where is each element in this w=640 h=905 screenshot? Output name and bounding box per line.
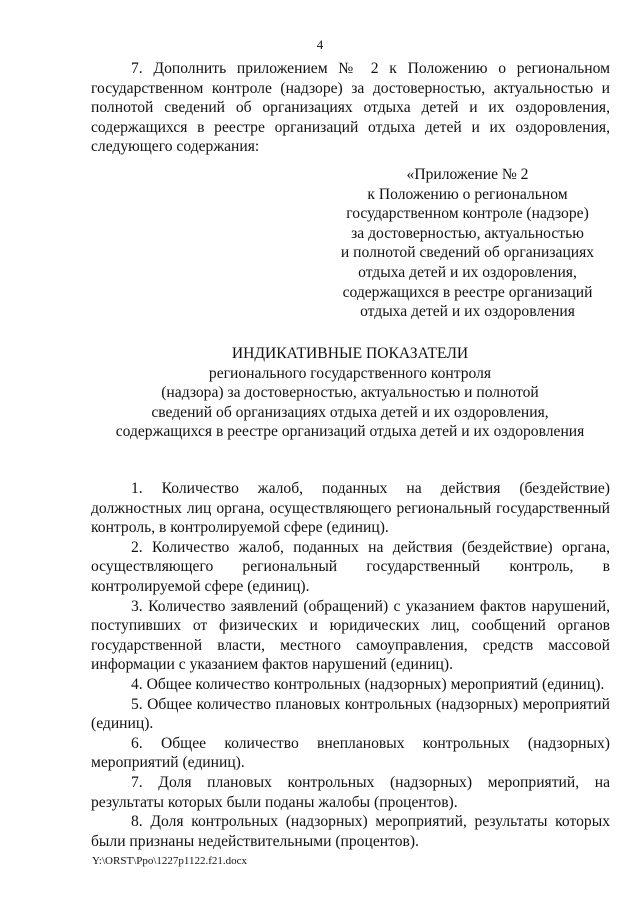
appendix-line: за достоверностью, актуальностью [351,224,584,242]
indicator-item: 3. Количество заявлений (обращений) с указанием фактов нарушений, поступивших от физических и юридических лиц, сообщений органов государственной власти, местного самоуправления, средств массовой информации с указанием фактов нарушений (единиц). [91,597,610,674]
indicator-item: 2. Количество жалоб, поданных на действия (бездействие) органа, осуществляющего региональный государственный контроль, в контролируемой сфере (единиц). [91,538,610,595]
indicator-item: 1. Количество жалоб, поданных на действия (бездействие) должностных лиц органа, осуществляющего региональный государственный контроль, в контролируемой сфере (единиц). [91,480,610,537]
indicator-item: 5. Общее количество плановых контрольных (надзорных) мероприятий (единиц). [91,695,610,733]
intro-text: 7. Дополнить приложением № 2 к Положению о региональном государственном контроле (надзоре) за достоверностью, актуальностью и полнотой сведений об организациях отдыха детей и их оздоровления, содержащихся в реестре организаций отдыха детей и их оздоровления, следующего содержания: [91,60,610,156]
heading-subtitle-line: содержащихся в реестре организаций отдыха детей и их оздоровления [115,423,585,441]
heading-title: ИНДИКАТИВНЫЕ ПОКАЗАТЕЛИ [231,345,469,362]
heading-subtitle-line: регионального государственного контроля [208,364,492,382]
indicator-item: 6. Общее количество внеплановых контрольных (надзорных) мероприятий (единиц). [91,734,610,772]
indicator-list [91,479,610,851]
indicator-item: 4. Общее количество контрольных (надзорных) мероприятий (единиц). [131,675,605,693]
appendix-line: государственном контроле (надзоре) [346,205,589,223]
indicator-item: 8. Доля контрольных (надзорных) мероприятий, результаты которых были признаны недействительными (процентов). [91,813,610,850]
heading-subtitle-line: (надзора) за достоверностью, актуальностью и полнотой [161,384,539,402]
intro-paragraph [91,59,610,157]
appendix-line: содержащихся в реестре организаций [342,283,593,301]
appendix-header [330,165,605,322]
file-path-footer: Y:\ORST\Ppo\1227p1122.f21.docx [92,855,248,867]
appendix-line: отдыха детей и их оздоровления [360,303,575,321]
page-number: 4 [316,37,324,52]
document-heading [60,344,640,442]
heading-subtitle-line: сведений об организациях отдыха детей и их оздоровления, [151,403,549,421]
appendix-line: и полнотой сведений об организациях [340,244,595,262]
appendix-line: отдыха детей и их оздоровления, [358,263,577,281]
indicator-item: 7. Доля плановых контрольных (надзорных) мероприятий, на результаты которых были поданы жалобы (процентов). [91,773,610,811]
appendix-line: «Приложение № 2 [406,166,529,183]
appendix-line: к Положению о региональном [367,185,568,203]
